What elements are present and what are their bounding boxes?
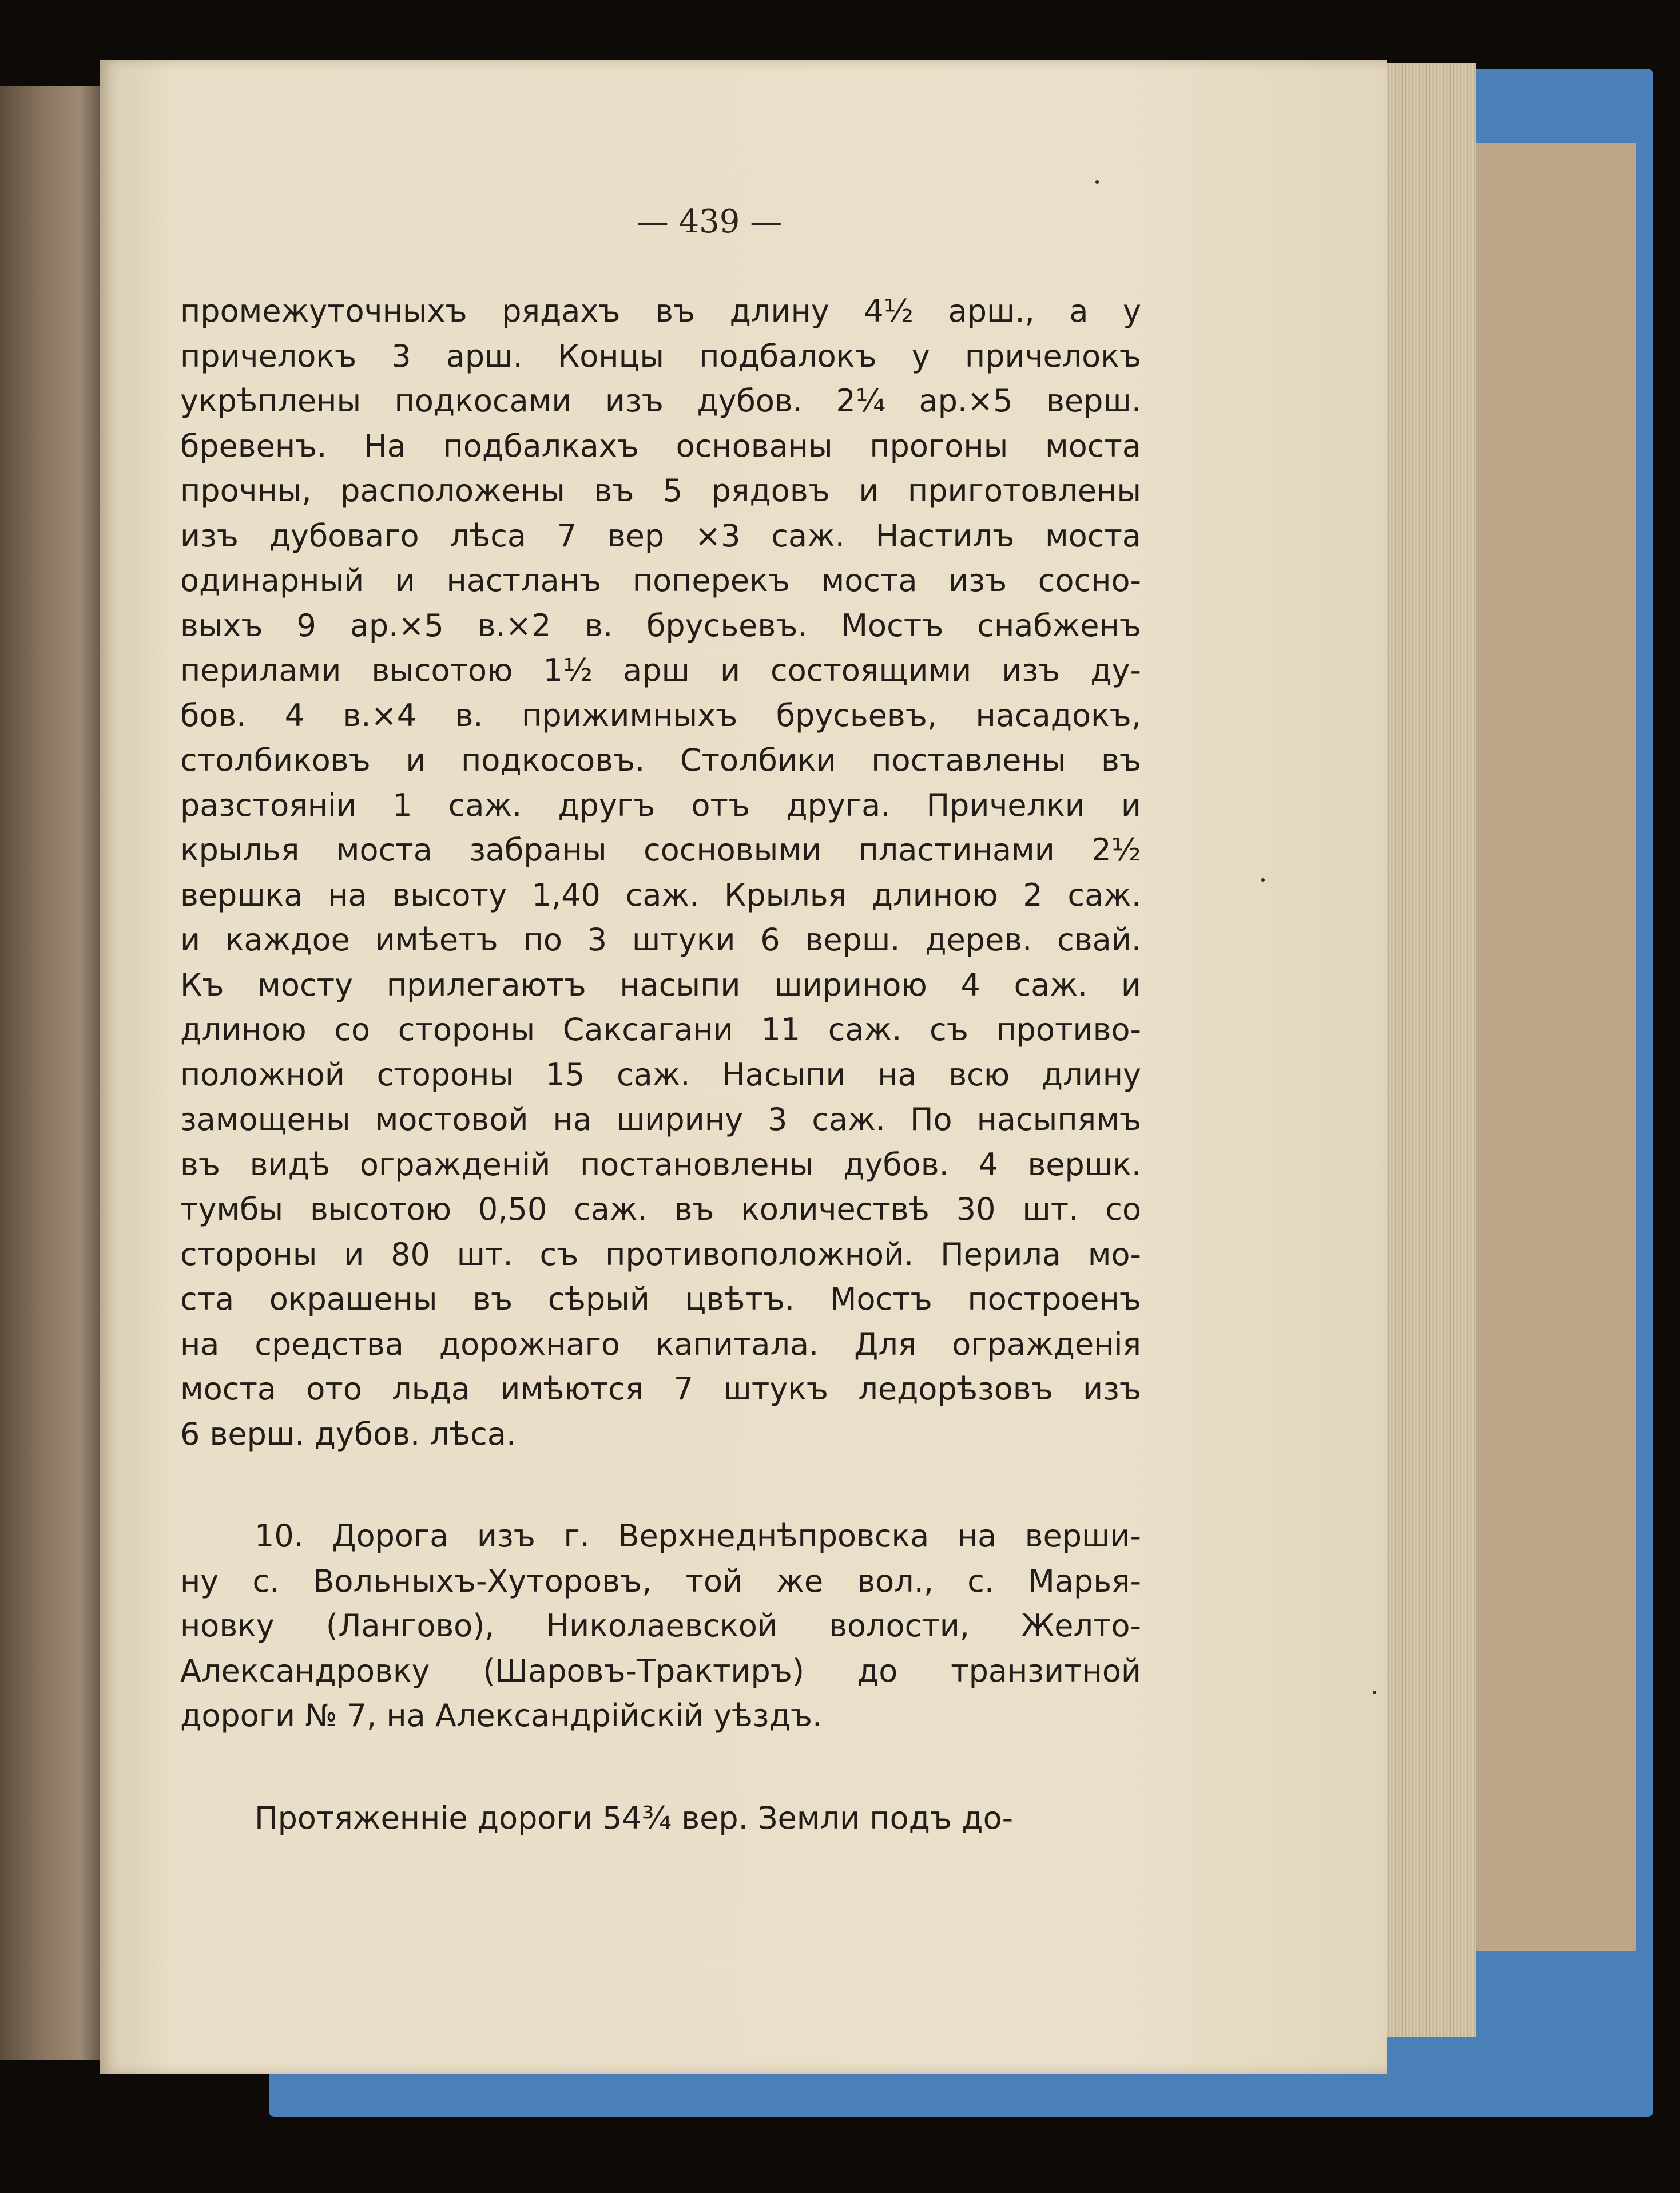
body-text: [180, 289, 1141, 1841]
text-line: вершка на высоту 1,40 саж. Крылья длиною 2 саж.: [180, 877, 1141, 913]
text-line: стороны и 80 шт. съ противоположной. Перила мо-: [180, 1236, 1141, 1272]
text-line: ну с. Вольныхъ-Хуторовъ, той же вол., с. Марья-: [180, 1563, 1141, 1599]
text-line: 6 верш. дубов. лѣса.: [180, 1415, 517, 1452]
text-line: новку (Лангово), Николаевской волости, Желто-: [180, 1608, 1141, 1644]
facing-page-edge: [0, 86, 100, 2060]
text-line: перилами высотою 1½ арш и состоящими изъ ду-: [180, 652, 1141, 688]
text-line: на средства дорожнаго капитала. Для огражденія: [180, 1326, 1141, 1362]
text-line: въ видѣ огражденій постановлены дубов. 4 вершк.: [180, 1146, 1141, 1183]
paragraph-2: [180, 1514, 1141, 1739]
text-line: выхъ 9 ар.×5 в.×2 в. брусьевъ. Мостъ снабженъ: [180, 607, 1141, 644]
text-line: разстояніи 1 саж. другъ отъ друга. Причелки и: [180, 787, 1141, 823]
paragraph-1: [180, 289, 1141, 1457]
paper-speck: [1261, 878, 1265, 882]
text-line: одинарный и настланъ поперекъ моста изъ сосно-: [180, 562, 1141, 598]
back-board: [1461, 143, 1636, 1951]
text-line: бревенъ. На подбалкахъ основаны прогоны моста: [180, 427, 1141, 464]
text-line: замощены мостовой на ширину 3 саж. По насыпямъ: [180, 1101, 1141, 1137]
text-line: столбиковъ и подкосовъ. Столбики поставлены въ: [180, 742, 1141, 778]
text-line: прочны, расположены въ 5 рядовъ и приготовлены: [180, 473, 1141, 509]
text-line: Къ мосту прилегаютъ насыпи шириною 4 саж. и: [180, 966, 1141, 1003]
text-line: ста окрашены въ сѣрый цвѣтъ. Мостъ построенъ: [180, 1281, 1141, 1317]
page-number: — 439 —: [636, 203, 783, 240]
book-page: [100, 60, 1387, 2074]
paper-speck: [1373, 1691, 1376, 1694]
text-line: тумбы высотою 0,50 саж. въ количествѣ 30 шт. со: [180, 1191, 1141, 1227]
text-line: и каждое имѣетъ по 3 штуки 6 верш. дерев. свай.: [180, 922, 1141, 958]
text-line: причелокъ 3 арш. Концы подбалокъ у причелокъ: [180, 338, 1141, 374]
text-line: Александровку (Шаровъ-Трактиръ) до транзитной: [180, 1652, 1141, 1689]
text-line: бов. 4 в.×4 в. прижимныхъ брусьевъ, насадокъ,: [180, 697, 1141, 733]
text-line: положной стороны 15 саж. Насыпи на всю длину: [180, 1056, 1141, 1093]
text-line: Протяженніе дороги 54¾ вер. Земли подъ до-: [255, 1799, 1014, 1836]
text-line: укрѣплены подкосами изъ дубов. 2¼ ар.×5 верш.: [180, 383, 1141, 419]
paragraph-3: [180, 1796, 1141, 1841]
text-line: длиною со стороны Саксагани 11 саж. съ противо-: [180, 1012, 1141, 1048]
text-line: крылья моста забраны сосновыми пластинами 2½: [180, 832, 1141, 868]
text-line: 10. Дорога изъ г. Верхнеднѣпровска на верши-: [255, 1518, 1141, 1554]
text-line: дороги № 7, на Александрійскій уѣздъ.: [180, 1698, 823, 1734]
paper-speck: [1095, 180, 1099, 184]
text-line: изъ дубоваго лѣса 7 вер ×3 саж. Настилъ моста: [180, 517, 1141, 554]
text-line: промежуточныхъ рядахъ въ длину 4½ арш., а у: [180, 293, 1141, 329]
text-line: моста ото льда имѣются 7 штукъ ледорѣзовъ изъ: [180, 1371, 1141, 1407]
